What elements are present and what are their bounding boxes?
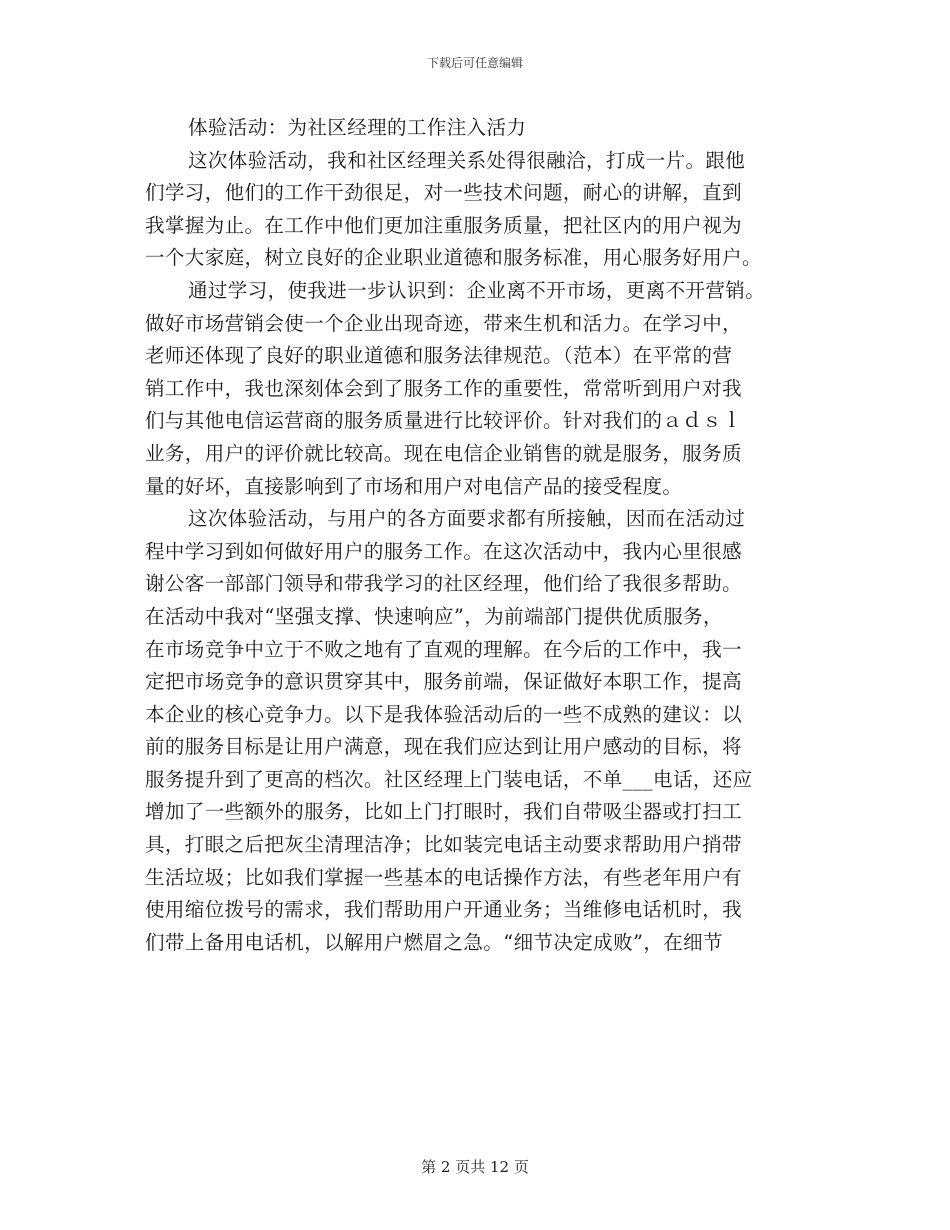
text-line: 定把市场竞争的意识贯穿其中，服务前端，保证做好本职工作，提高 (145, 670, 743, 694)
text-line: 具，打眼之后把灰尘清理洁净；比如装完电话主动要求帮助用户捎带 (145, 833, 743, 857)
text-line: 前的服务目标是让用户满意，现在我们应达到让用户感动的目标，将 (145, 735, 743, 759)
text-line: 谢公客一部部门领导和带我学习的社区经理，他们给了我很多帮助。 (145, 572, 743, 596)
text-line: 服务提升到了更高的档次。社区经理上门装电话，不单___电话，还应 (145, 767, 753, 791)
text-line: 生活垃圾；比如我们掌握一些基本的电话操作方法，有些老年用户有 (145, 865, 743, 889)
text-line: 们学习，他们的工作干劲很足，对一些技术问题，耐心的讲解，直到 (145, 181, 743, 205)
text-line: 程中学习到如何做好用户的服务工作。在这次活动中，我内心里很感 (145, 539, 743, 563)
text-line: 们带上备用电话机，以解用户燃眉之急。“细节决定成败”，在细节 (145, 930, 723, 954)
text-line: 这次体验活动，与用户的各方面要求都有所接触，因而在活动过 (188, 507, 746, 531)
text-line: 一个大家庭，树立良好的企业职业道德和服务标准，用心服务好用户。 (145, 246, 762, 270)
text-line: 做好市场营销会使一个企业出现奇迹，带来生机和活力。在学习中， (145, 311, 743, 335)
text-line: 老师还体现了良好的职业道德和服务法律规范。（范本）在平常的营 (145, 344, 733, 368)
text-line: 我掌握为止。在工作中他们更加注重服务质量，把社区内的用户视为 (145, 213, 743, 237)
text-line: 在活动中我对“坚强支撑、快速响应”，为前端部门提供优质服务， (145, 604, 723, 628)
body-text (145, 112, 810, 959)
text-line: 这次体验活动，我和社区经理关系处得很融洽，打成一片。跟他 (188, 148, 746, 172)
text-line: 增加了一些额外的服务，比如上门打眼时，我们自带吸尘器或打扫工 (145, 800, 743, 824)
text-line: 在市场竞争中立于不败之地有了直观的理解。在今后的工作中，我一 (145, 637, 743, 661)
text-line: 本企业的核心竞争力。以下是我体验活动后的一些不成熟的建议：以 (145, 702, 743, 726)
text-line: 量的好坏，直接影响到了市场和用户对电信产品的接受程度。 (145, 474, 683, 498)
text-line: 销工作中，我也深刻体会到了服务工作的重要性，常常听到用户对我 (145, 376, 743, 400)
text-line: 们与其他电信运营商的服务质量进行比较评价。针对我们的ａｄｓｌ (145, 409, 743, 433)
page-header: 下载后可任意编辑 (426, 56, 523, 70)
page-footer: 第 2 页共 12 页 (421, 1158, 529, 1176)
section-heading: 体验活动：为社区经理的工作注入活力 (188, 116, 527, 139)
text-line: 通过学习，使我进一步认识到：企业离不开市场，更离不开营销。 (188, 278, 766, 302)
text-line: 使用缩位拨号的需求，我们帮助用户开通业务；当维修电话机时，我 (145, 898, 743, 922)
text-line: 业务，用户的评价就比较高。现在电信企业销售的就是服务，服务质 (145, 441, 743, 465)
